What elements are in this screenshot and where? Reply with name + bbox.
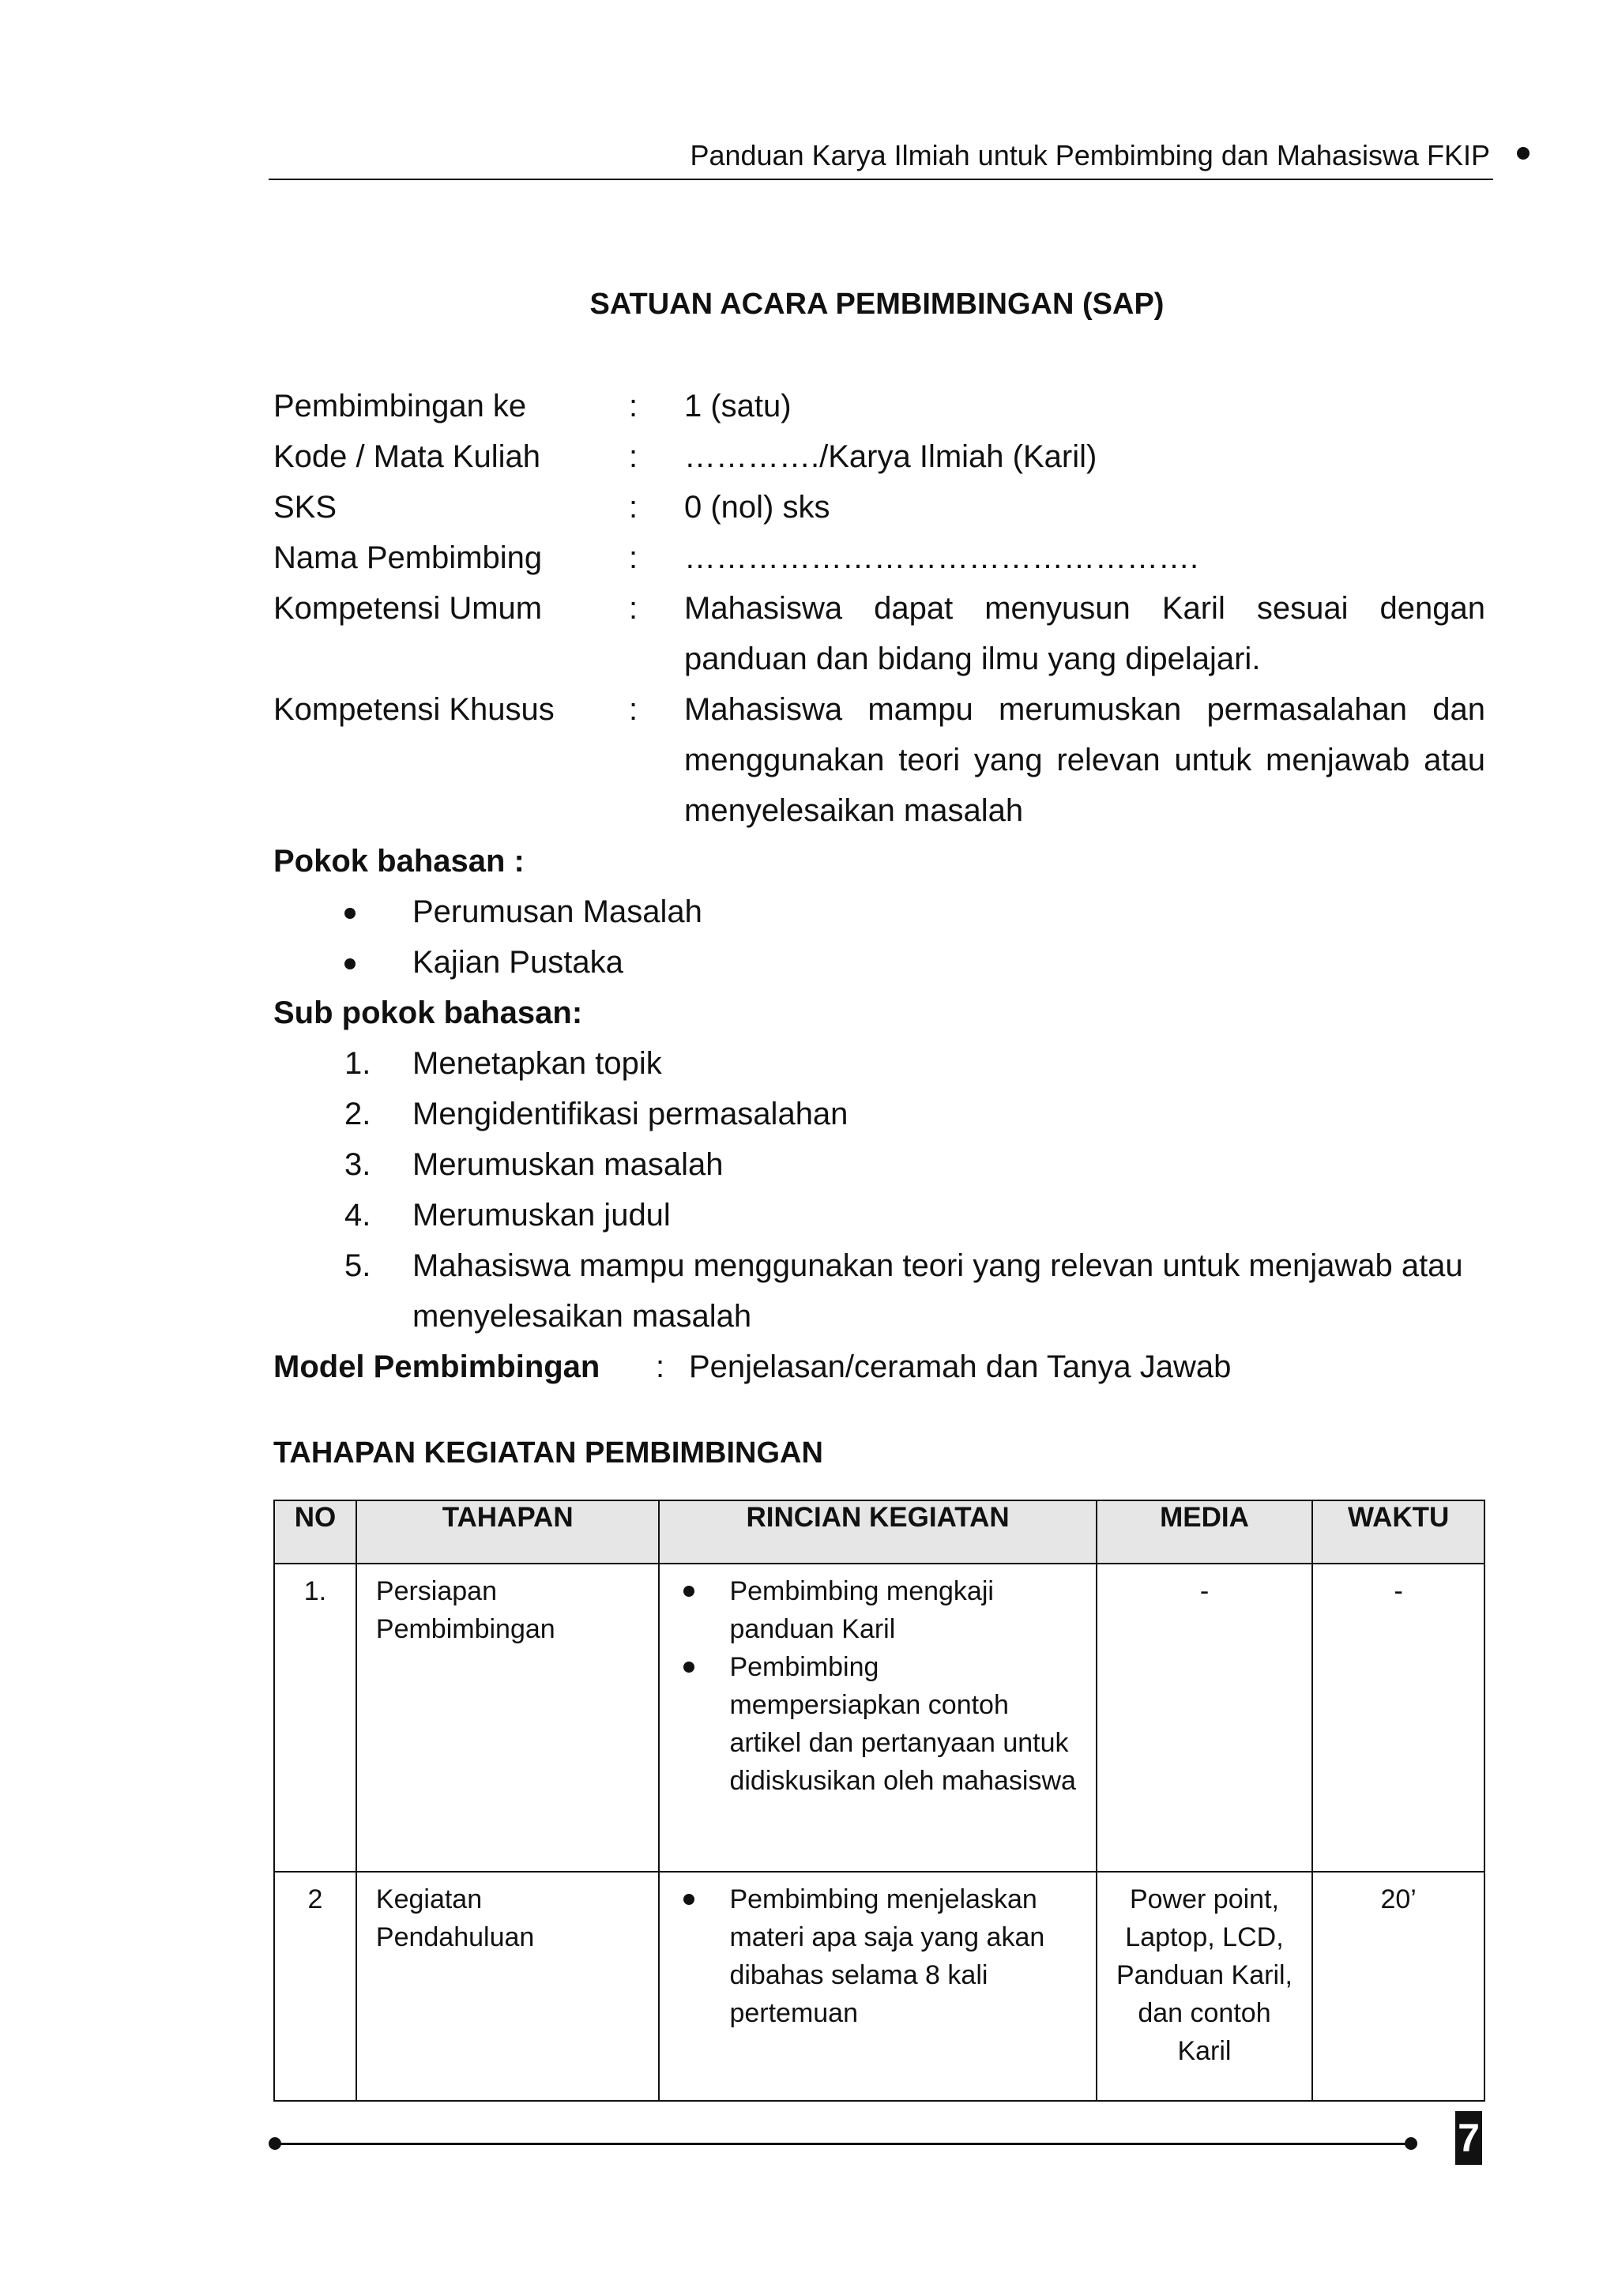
model-label: Model Pembimbingan xyxy=(273,1349,600,1384)
table-row xyxy=(274,1564,1484,1872)
list-item-text: Mengidentifikasi permasalahan xyxy=(412,1097,849,1131)
list-item xyxy=(273,1038,1485,1089)
list-item-text: Mahasiswa mampu menggunakan teori yang relevan untuk menjawab atau menyelesaikan masalah xyxy=(412,1248,1463,1334)
list-item xyxy=(273,1139,1485,1190)
field-label: Kode / Mata Kuliah xyxy=(273,439,540,474)
list-item-text: Merumuskan judul xyxy=(412,1198,671,1233)
list-item-text: Perumusan Masalah xyxy=(412,894,702,929)
field-sks xyxy=(273,482,1485,533)
field-colon: : xyxy=(629,490,638,525)
field-kompetensi-khusus xyxy=(273,684,1485,836)
field-value: 1 (satu) xyxy=(684,389,792,423)
cell-media: - xyxy=(1097,1564,1313,1872)
cell-no: 2 xyxy=(274,1872,356,2101)
list-item xyxy=(679,1572,1076,1648)
field-kode-mata-kuliah xyxy=(273,431,1485,482)
field-label: Pembimbingan ke xyxy=(273,389,527,423)
cell-no: 1. xyxy=(274,1564,356,1872)
list-item xyxy=(273,1240,1485,1342)
field-value: …………./Karya Ilmiah (Karil) xyxy=(684,439,1097,474)
sub-pokok-bahasan-list xyxy=(273,1038,1485,1342)
list-item xyxy=(273,1089,1485,1139)
list-item-text: Merumuskan masalah xyxy=(412,1147,724,1182)
field-colon: : xyxy=(629,540,638,575)
field-value: Mahasiswa mampu merumuskan permasalahan dan menggunakan teori yang relevan untuk menjawab atau menyelesaikan masalah xyxy=(684,692,1485,828)
running-title: Panduan Karya Ilmiah untuk Pembimbing dan Mahasiswa FKIP xyxy=(690,139,1490,171)
model-value: Penjelasan/ceramah dan Tanya Jawab xyxy=(689,1349,1232,1384)
model-pembimbingan xyxy=(273,1342,1485,1392)
list-item xyxy=(273,1190,1485,1240)
field-colon: : xyxy=(629,692,638,727)
list-number: 3. xyxy=(344,1147,371,1182)
bullet-icon xyxy=(683,1662,694,1673)
model-colon: : xyxy=(656,1349,665,1384)
cell-rincian xyxy=(659,1564,1096,1872)
field-colon: : xyxy=(629,389,638,423)
field-value: 0 (nol) sks xyxy=(684,490,830,525)
list-item-text: Pembimbing mengkaji panduan Karil xyxy=(729,1576,994,1644)
column-header-no: NO xyxy=(274,1500,356,1564)
column-header-rincian: RINCIAN KEGIATAN xyxy=(659,1500,1096,1564)
cell-rincian xyxy=(659,1872,1096,2101)
pokok-bahasan-heading: Pokok bahasan : xyxy=(273,844,525,879)
field-nama-pembimbing xyxy=(273,533,1485,583)
list-item-text: Kajian Pustaka xyxy=(412,945,623,980)
bullet-icon xyxy=(683,1586,694,1597)
field-label: Kompetensi Umum xyxy=(273,591,543,626)
list-item xyxy=(273,886,1485,937)
field-label: Nama Pembimbing xyxy=(273,540,543,575)
column-header-tahapan: TAHAPAN xyxy=(356,1500,660,1564)
footer-right-dot-icon xyxy=(1405,2137,1417,2150)
sap-fields xyxy=(273,381,1485,1392)
field-value: …………………………………………. xyxy=(684,540,1199,575)
list-number: 2. xyxy=(344,1097,371,1131)
field-pembimbingan-ke xyxy=(273,381,1485,431)
list-number: 1. xyxy=(344,1046,371,1081)
list-number: 5. xyxy=(344,1248,371,1283)
pokok-bahasan-list xyxy=(273,886,1485,988)
header-divider xyxy=(269,179,1493,180)
document-title: SATUAN ACARA PEMBIMBINGAN (SAP) xyxy=(589,288,1165,321)
list-item xyxy=(679,1880,1076,2032)
list-item-text: Menetapkan topik xyxy=(412,1046,662,1081)
cell-tahapan: Kegiatan Pendahuluan xyxy=(356,1872,660,2101)
table-header-row xyxy=(274,1500,1484,1564)
list-item xyxy=(679,1648,1076,1800)
sub-pokok-bahasan-heading: Sub pokok bahasan: xyxy=(273,996,583,1030)
list-item-text: Pembimbing menjelaskan materi apa saja yang akan dibahas selama 8 kali pertemuan xyxy=(729,1884,1045,2028)
field-value: Mahasiswa dapat menyusun Karil sesuai dengan panduan dan bidang ilmu yang dipelajari. xyxy=(684,591,1485,676)
field-colon: : xyxy=(629,591,638,626)
header-bullet-icon xyxy=(1517,147,1530,160)
activities-table xyxy=(273,1500,1485,2102)
field-label: Kompetensi Khusus xyxy=(273,692,555,727)
column-header-waktu: WAKTU xyxy=(1312,1500,1484,1564)
footer-divider xyxy=(275,2143,1409,2145)
table-heading: TAHAPAN KEGIATAN PEMBIMBINGAN xyxy=(273,1436,823,1470)
cell-waktu: - xyxy=(1312,1564,1484,1872)
bullet-icon xyxy=(683,1894,694,1905)
list-number: 4. xyxy=(344,1198,371,1233)
list-item xyxy=(273,937,1485,988)
field-label: SKS xyxy=(273,490,337,525)
field-colon: : xyxy=(629,439,638,474)
cell-waktu: 20’ xyxy=(1312,1872,1484,2101)
page-number: 7 xyxy=(1455,2111,1482,2165)
cell-tahapan: Persiapan Pembimbingan xyxy=(356,1564,660,1872)
cell-media: Power point, Laptop, LCD, Panduan Karil, dan contoh Karil xyxy=(1097,1872,1313,2101)
column-header-media: MEDIA xyxy=(1097,1500,1313,1564)
bullet-icon xyxy=(273,886,412,937)
table-row xyxy=(274,1872,1484,2101)
field-kompetensi-umum xyxy=(273,583,1485,684)
bullet-icon xyxy=(273,937,412,988)
list-item-text: Pembimbing mempersiapkan contoh artikel dan pertanyaan untuk didiskusikan oleh mahasiswa xyxy=(729,1652,1076,1796)
